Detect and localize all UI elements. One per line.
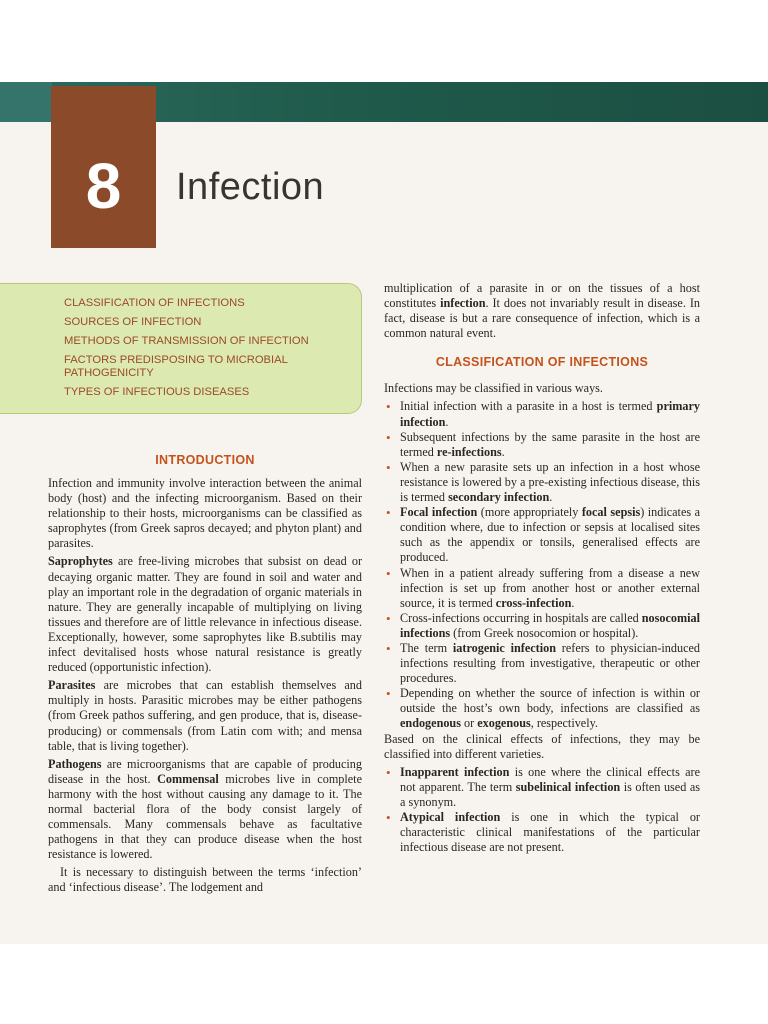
paragraph: Infections may be classified in various ways. [384,381,603,396]
list-item: • When a new parasite sets up an infection in a host whose resistance is lowered by a pre-existing infectious disease, this is termed secondary infection. [386,459,700,505]
chapter-number: 8 [85,150,122,222]
book-page [0,82,768,944]
paragraph: Saprophytes are free-living microbes that subsist on dead or decaying organic matter. They are found in soil and water and play an important role in the degradation of organic materials in nature. They are generally incapable of multiplying on living tissues and therefore are of little relevance in infectious disease. Exceptionally, however, some saprophytes like B.subtilis may infect devitalised hosts whose natural resistance is greatly reduced (opportunistic infection). [48,554,362,675]
section-heading: INTRODUCTION [155,453,255,467]
list-item: • Depending on whether the source of infection is within or outside the host’s own body, infections are classified as endogenous or exogenous, respectively. [386,686,700,731]
list-item: • Cross-infections occurring in hospitals are called nosocomial infections (from Greek nosocomion or hospital). [386,610,700,640]
chapter-contents-box [0,283,362,414]
toc-item: TYPES OF INFECTIOUS DISEASES [64,386,250,398]
list-item: • Inapparent infection is one where the clinical effects are not apparent. The term subelinical infection is often used as a synonym. [386,764,701,809]
term: Saprophytes [48,554,113,569]
list-item: • The term iatrogenic infection refers to physician-induced infections resulting from investigative, therapeutic or other procedures. [386,640,700,686]
toc-item: FACTORS PREDISPOSING TO MICROBIAL PATHOGENICITY [64,354,288,379]
list-item: • Subsequent infections by the same parasite in the host are termed re-infections. [386,429,700,459]
right-column [384,281,700,855]
list-item: • Atypical infection is one in which the typical or characteristic clinical manifestations of the particular infectious disease are not present. [386,810,700,855]
chapter-number-box [51,86,156,248]
paragraph: Pathogens are microorganisms that are capable of producing disease in the host. Commensal microbes live in complete harmony with the host without causing any damage to it. The normal bacterial flora of the body consist largely of commensals. Many commensals behave as facultative pathogens in that they can produce disease when the host resistance is lowered. [48,756,362,862]
toc-item: CLASSIFICATION OF INFECTIONS [64,297,245,309]
paragraph: Based on the clinical effects of infections, they may be classified into different varieties. [384,731,700,761]
term: Pathogens [48,756,102,771]
bullet-list [384,399,700,731]
paragraph: Infection and immunity involve interaction between the animal body (host) and the infecting microorganism. Based on their relationship to their hosts, microorganisms can be classified as saprophytes (from Greek sapros decayed; and phyton plant) and parasites. [48,476,362,551]
paragraph: It is necessary to distinguish between the terms ‘infection’ and ‘infectious disease’. The lodgement and [48,865,362,895]
term: Parasites [48,678,96,693]
term: infection [440,296,486,311]
paragraph: Parasites are microbes that can establish themselves and multiply in hosts. Parasitic microbes may be either pathogens (from Greek pathos suffering, and gen produce, that is, disease-producing) or commensals (from Latin com with; and mensa table, that is living together). [48,678,362,753]
term: Commensal [157,771,219,786]
toc-item: METHODS OF TRANSMISSION OF INFECTION [64,335,309,347]
left-column [48,453,362,899]
bullet-list [384,765,700,856]
paragraph: multiplication of a parasite in or on the tissues of a host constitutes infection. It does not invariably result in disease. In fact, disease is but a rare consequence of infection, which is a common natural event. [384,281,700,341]
chapter-title: Infection [176,166,325,208]
toc-item: SOURCES OF INFECTION [64,316,202,328]
list-item: • When in a patient already suffering from a disease a new infection is set up from another host or another external source, it is termed cross-infection. [386,565,700,610]
list-item: • Initial infection with a parasite in a host is termed primary infection. [386,399,700,429]
section-heading: CLASSIFICATION OF INFECTIONS [435,355,649,370]
list-item: • Focal infection (more appropriately focal sepsis) indicates a condition where, due to infection or sepsis at localised sites such as the appendix or tonsils, generalised effects are produced. [386,505,700,565]
